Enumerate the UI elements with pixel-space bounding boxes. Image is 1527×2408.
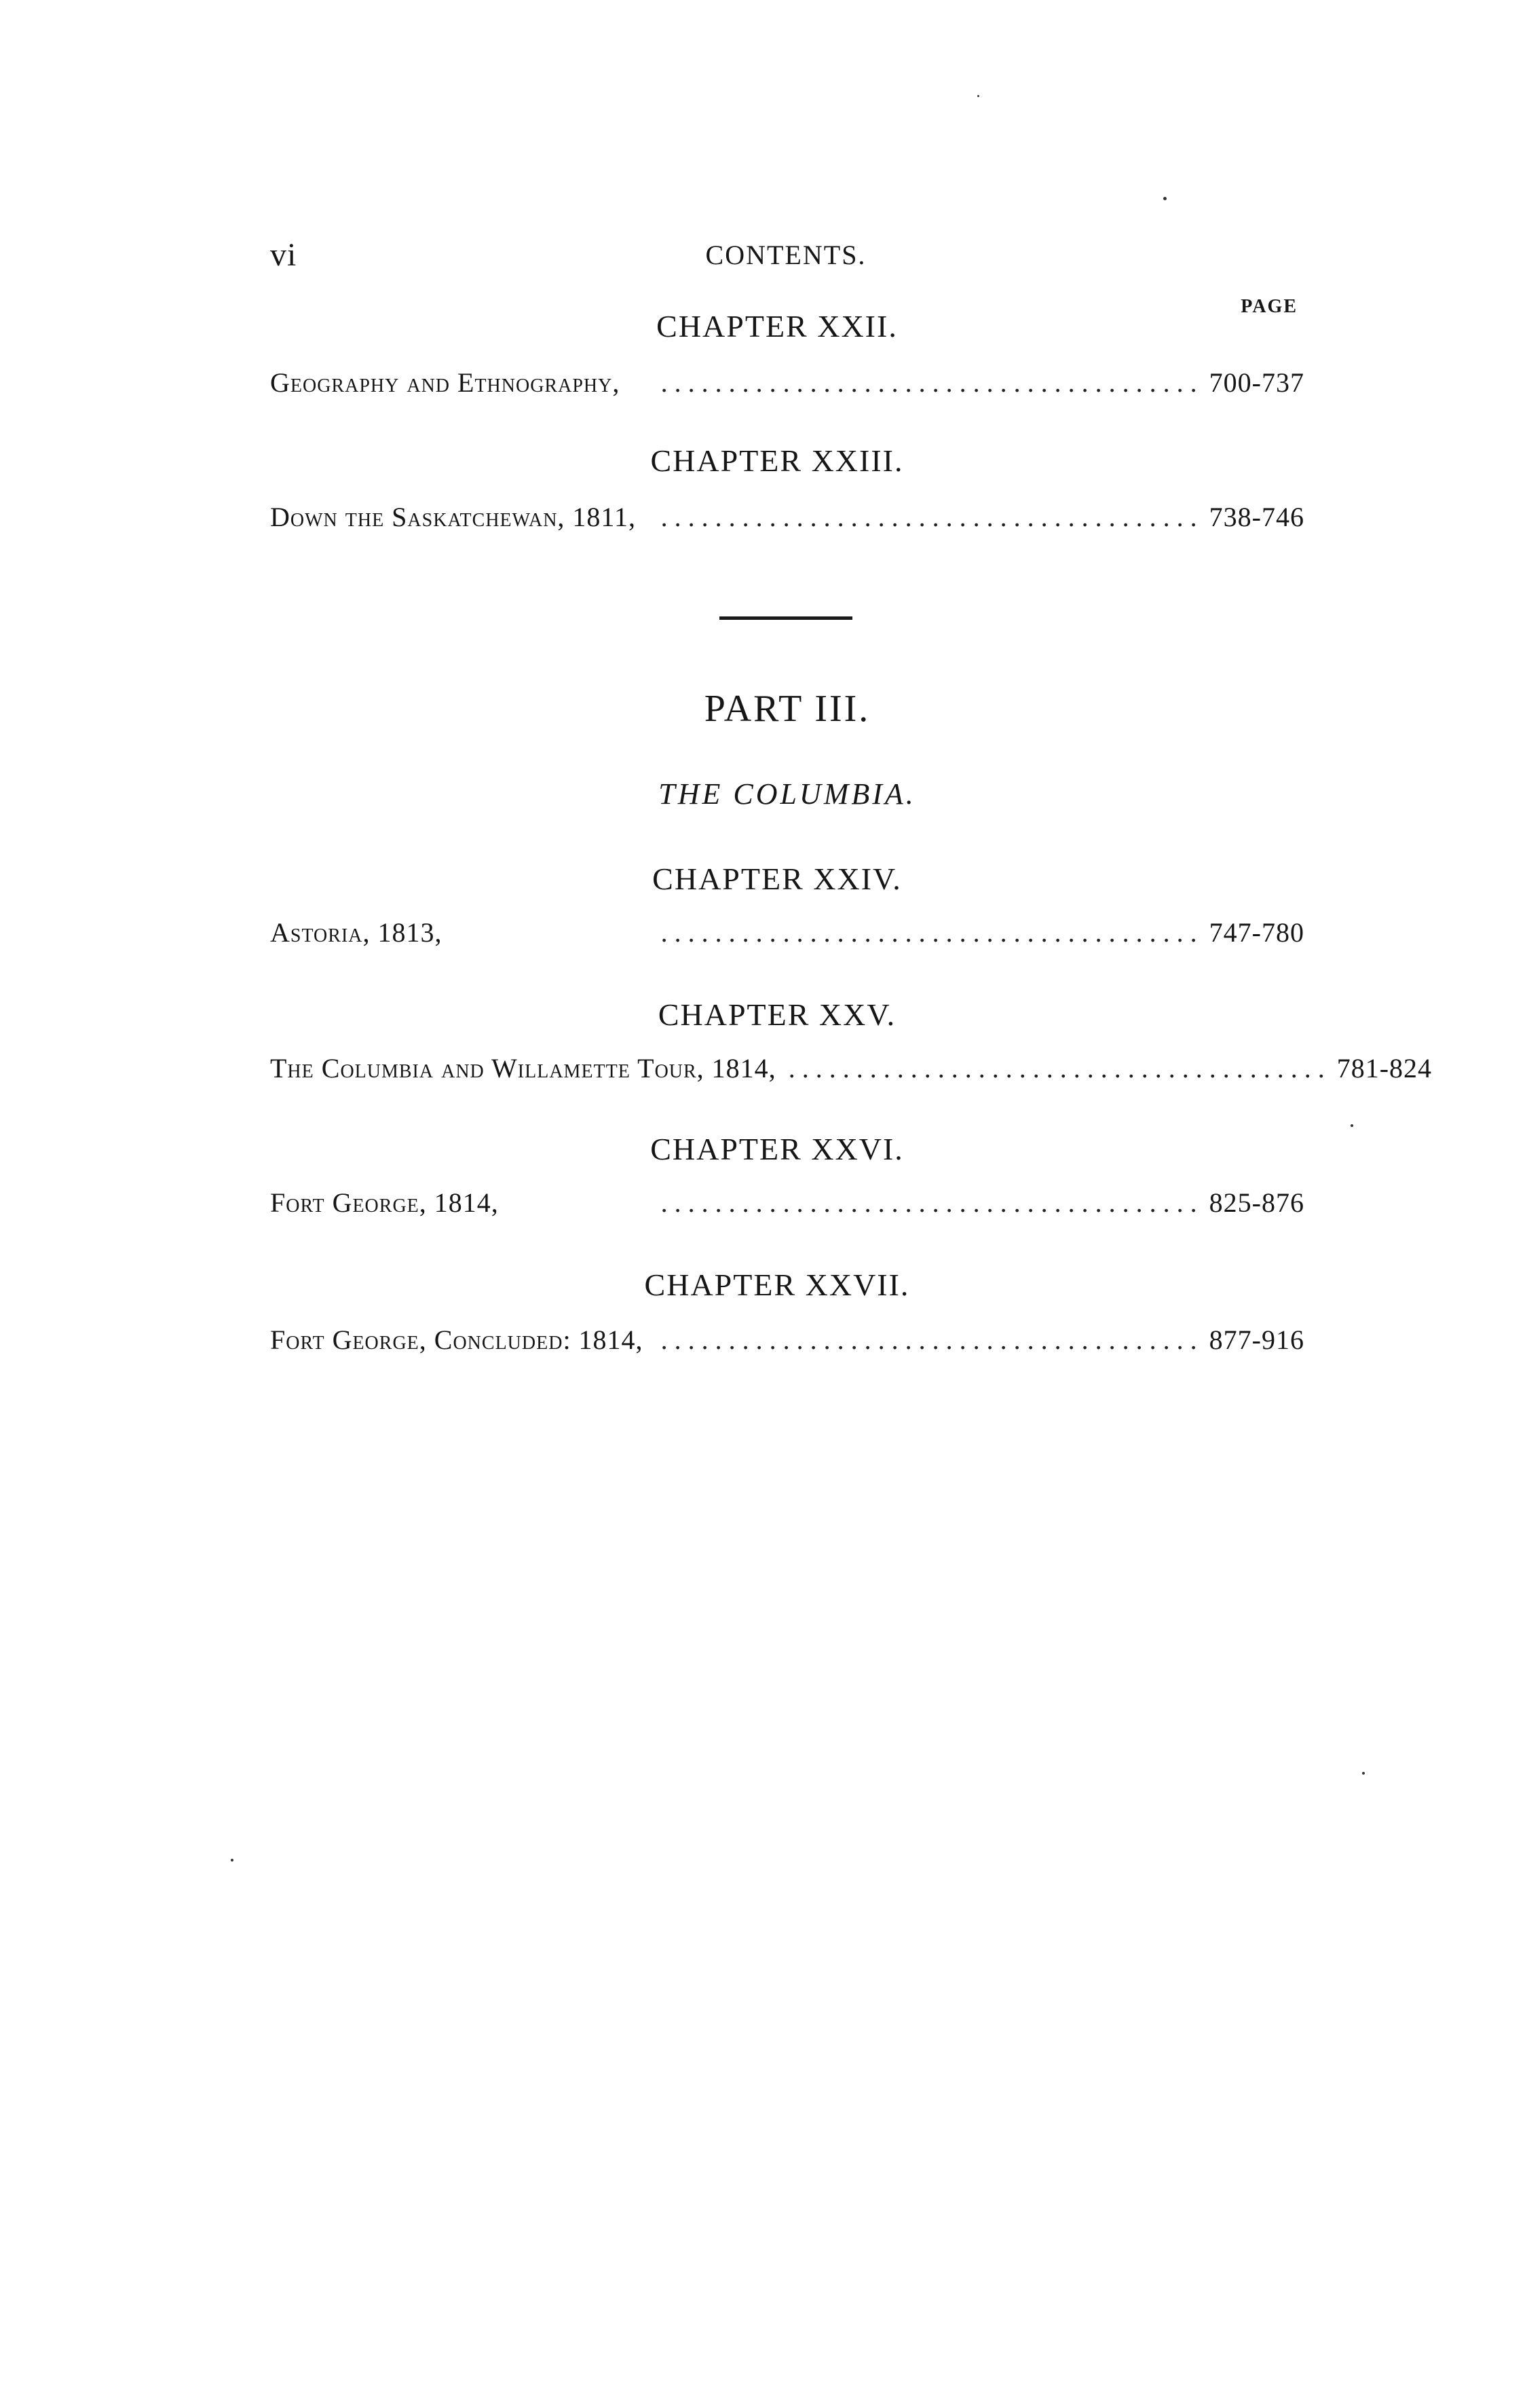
dot-leader: . . . . . . . . . . . . . . . . . . . . . . . . . . . . . . . . . . . . . . . . — [660, 1187, 1197, 1218]
scan-speck — [1163, 197, 1167, 200]
page-column-label: PAGE — [1241, 296, 1298, 317]
toc-entry-title: Astoria, 1813, — [270, 917, 442, 948]
dot-leader: . . . . . . . . . . . . . . . . . . . . . . . . . . . . . . . . . . . . . . . . — [788, 1053, 1325, 1083]
toc-entry-title: Geography and Ethnography, — [270, 367, 620, 398]
chapter-heading: CHAPTER XXVI. — [650, 1132, 904, 1166]
toc-entry — [270, 501, 1304, 542]
chapter-heading: CHAPTER XXVII. — [644, 1267, 910, 1302]
dot-leader: . . . . . . . . . . . . . . . . . . . . . . . . . . . . . . . . . . . . . . . . — [660, 367, 1197, 398]
chapter-heading: CHAPTER XXV. — [658, 997, 897, 1032]
page-number: vi — [270, 237, 297, 273]
toc-entry-pages: 700-737 — [1209, 367, 1304, 398]
section-divider-rule — [719, 616, 852, 620]
toc-entry-pages: 825-876 — [1209, 1187, 1304, 1218]
toc-entry-title: The Columbia and Willamette Tour, 1814, — [270, 1053, 776, 1083]
running-title: CONTENTS. — [705, 240, 867, 270]
chapter-heading: CHAPTER XXIII. — [650, 443, 904, 478]
scan-speck — [1362, 1772, 1365, 1775]
chapter-heading: CHAPTER XXII. — [656, 309, 898, 344]
toc-entry — [270, 1324, 1304, 1365]
toc-entry-pages: 738-746 — [1209, 502, 1304, 532]
chapter-heading: CHAPTER XXIV. — [652, 862, 902, 896]
toc-entry — [270, 916, 1304, 957]
scan-speck — [231, 1859, 233, 1861]
running-head — [270, 236, 1302, 277]
dot-leader: . . . . . . . . . . . . . . . . . . . . . . . . . . . . . . . . . . . . . . . . — [660, 1325, 1197, 1355]
part-subtitle: THE COLUMBIA. — [658, 777, 916, 811]
toc-entry-pages: 747-780 — [1209, 917, 1304, 948]
scan-speck — [1351, 1124, 1353, 1127]
toc-entry-pages: 781-824 — [1336, 1053, 1433, 1083]
toc-entry-title: Down the Saskatchewan, 1811, — [270, 502, 636, 532]
toc-entry-pages: 877-916 — [1209, 1325, 1304, 1355]
toc-entry-title: Fort George, 1814, — [270, 1187, 499, 1218]
dot-leader: . . . . . . . . . . . . . . . . . . . . . . . . . . . . . . . . . . . . . . . . — [660, 917, 1197, 948]
scan-speck — [977, 95, 979, 97]
toc-entry — [270, 367, 1304, 407]
toc-entry — [270, 1187, 1304, 1227]
toc-entry-title: Fort George, Concluded: 1814, — [270, 1325, 643, 1355]
dot-leader: . . . . . . . . . . . . . . . . . . . . . . . . . . . . . . . . . . . . . . . . — [660, 502, 1197, 532]
part-heading: PART III. — [704, 688, 871, 730]
toc-entry — [270, 1052, 1433, 1093]
